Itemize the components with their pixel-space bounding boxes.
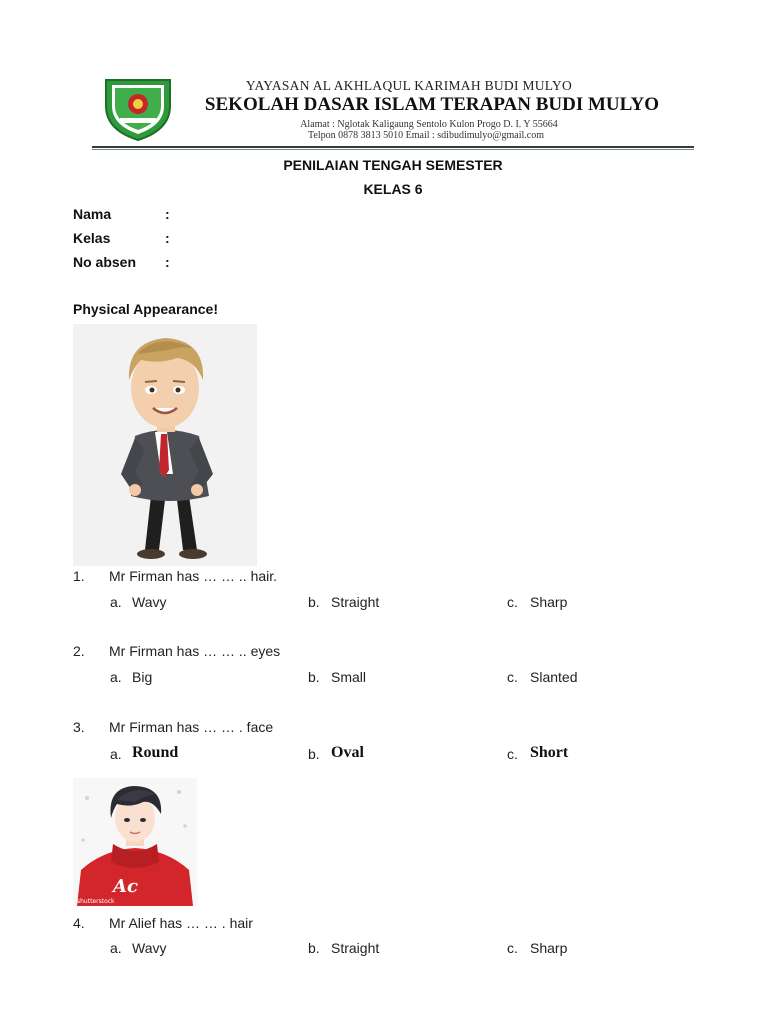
field-colon: :	[165, 206, 170, 222]
option-text: Straight	[331, 594, 380, 610]
option-letter: a.	[110, 669, 122, 685]
option-text: Round	[132, 744, 179, 761]
option-text: Oval	[331, 744, 364, 761]
field-label-no-absen: No absen	[73, 254, 137, 270]
question-number: 4.	[73, 915, 85, 931]
option-letter: b.	[308, 746, 320, 762]
option-text: Short	[530, 744, 569, 761]
section-title: Physical Appearance!	[73, 301, 218, 317]
option-text: Wavy	[132, 940, 167, 956]
option-letter: b.	[308, 940, 320, 956]
question-text: Mr Firman has … … .. eyes	[109, 643, 281, 659]
letterhead-divider	[92, 146, 694, 148]
field-label-kelas: Kelas	[73, 230, 111, 246]
option-text: Wavy	[132, 594, 167, 610]
exam-class: KELAS 6	[363, 181, 423, 197]
question-text: Mr Firman has … … .. hair.	[109, 568, 278, 584]
option-letter: b.	[308, 669, 320, 685]
option-letter: c.	[507, 669, 518, 685]
watermark-text: shutterstock	[77, 898, 115, 905]
option-letter: a.	[110, 940, 122, 956]
exam-title: PENILAIAN TENGAH SEMESTER	[283, 157, 503, 173]
option-text: Slanted	[530, 669, 578, 685]
question-text: Mr Alief has … … . hair	[109, 915, 253, 931]
school-name: SEKOLAH DASAR ISLAM TERAPAN BUDI MULYO	[204, 94, 660, 115]
option-letter: b.	[308, 594, 320, 610]
foundation-name: YAYASAN AL AKHLAQUL KARIMAH BUDI MULYO	[245, 78, 573, 93]
option-letter: c.	[507, 940, 518, 956]
option-text: Straight	[331, 940, 380, 956]
option-letter: c.	[507, 594, 518, 610]
field-colon: :	[165, 254, 170, 270]
question-text: Mr Firman has … … . face	[109, 719, 274, 735]
option-letter: a.	[110, 594, 122, 610]
businessman-illustration	[73, 324, 257, 566]
question-number: 3.	[73, 719, 85, 735]
option-letter: a.	[110, 746, 122, 762]
boy-illustration	[73, 778, 197, 906]
option-text: Small	[331, 669, 367, 685]
letterhead-divider-accent	[92, 149, 694, 150]
svg-text:Ac: Ac	[113, 876, 138, 897]
field-label-nama: Nama	[73, 206, 112, 222]
option-text: Big	[132, 669, 153, 685]
field-colon: :	[165, 230, 170, 246]
school-contact: Telpon 0878 3813 5010 Email : sdibudimulyo@gmail.com	[308, 130, 544, 141]
question-number: 2.	[73, 643, 85, 659]
option-text: Sharp	[530, 940, 568, 956]
question-number: 1.	[73, 568, 85, 584]
option-text: Sharp	[530, 594, 568, 610]
option-letter: c.	[507, 746, 518, 762]
school-address: Alamat : Nglotak Kaligaung Sentolo Kulon Progo D. I. Y 55664	[300, 119, 558, 130]
